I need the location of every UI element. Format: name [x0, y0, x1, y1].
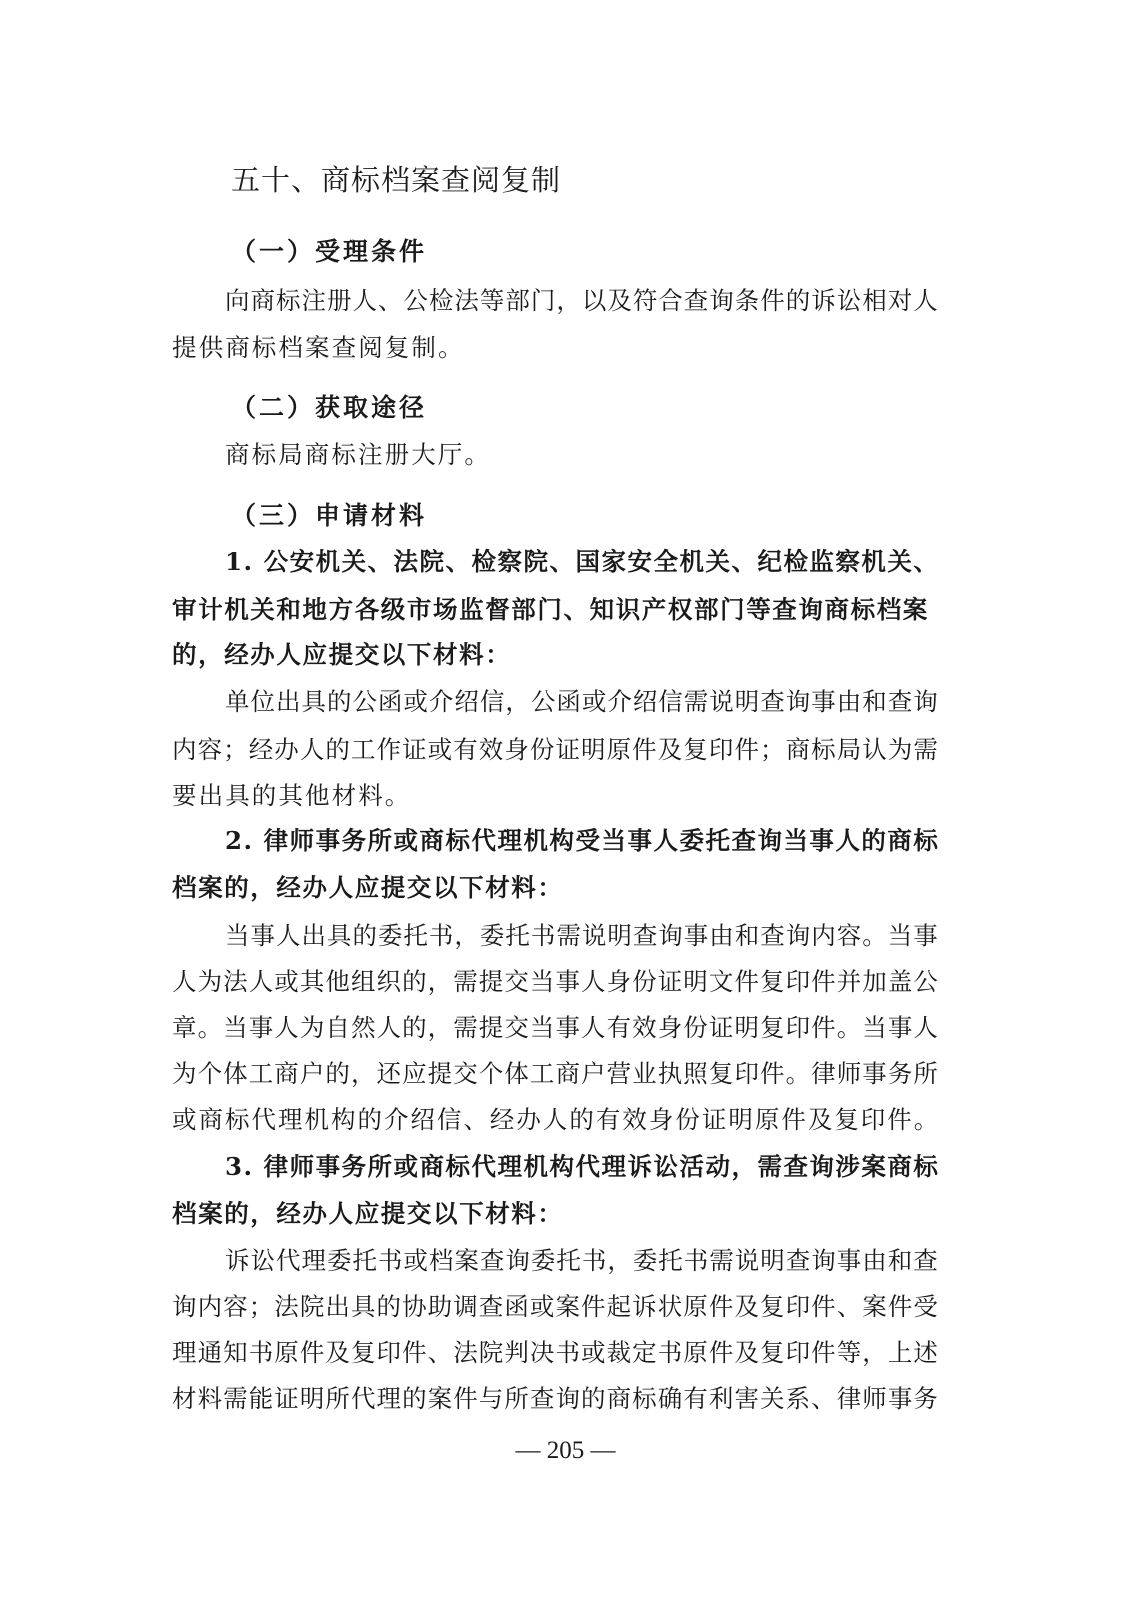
- paragraph-line: 向商标注册人、公检法等部门，以及符合查询条件的诉讼相对人: [225, 286, 939, 315]
- paragraph-line: 当事人出具的委托书，委托书需说明查询事由和查询内容。当事: [225, 921, 939, 950]
- item-heading-line: 的，经办人应提交以下材料：: [172, 640, 512, 669]
- paragraph-line: 材料需能证明所代理的案件与所查询的商标确有利害关系、律师事务: [172, 1384, 939, 1413]
- paragraph-line: 诉讼代理委托书或档案查询委托书，委托书需说明查询事由和查: [225, 1246, 939, 1275]
- page-number: — 205 —: [515, 1437, 616, 1464]
- item-heading-line: 审计机关和地方各级市场监督部门、知识产权部门等查询商标档案: [172, 595, 929, 624]
- section-heading-materials: （三）申请材料: [231, 501, 428, 530]
- item-heading-line: 3. 律师事务所或商标代理机构代理诉讼活动，需查询涉案商标: [225, 1152, 940, 1181]
- section-heading-access: （二）获取途径: [231, 393, 428, 422]
- page-title: 五十、商标档案查阅复制: [231, 163, 562, 197]
- item-heading-line: 档案的，经办人应提交以下材料：: [172, 1199, 564, 1228]
- paragraph-line: 或商标代理机构的介绍信、经办人的有效身份证明原件及复印件。: [172, 1105, 941, 1134]
- paragraph-line: 章。当事人为自然人的，需提交当事人有效身份证明复印件。当事人: [172, 1013, 939, 1042]
- item-heading-line: 2. 律师事务所或商标代理机构受当事人委托查询当事人的商标: [225, 826, 940, 855]
- paragraph-line: 询内容；法院出具的协助调查函或案件起诉状原件及复印件、案件受: [172, 1292, 939, 1321]
- section-heading-conditions: （一）受理条件: [231, 237, 428, 266]
- paragraph-line: 理通知书原件及复印件、法院判决书或裁定书原件及复印件等，上述: [172, 1338, 939, 1367]
- paragraph-line: 人为法人或其他组织的，需提交当事人身份证明文件复印件并加盖公: [172, 967, 939, 996]
- paragraph-line: 内容；经办人的工作证或有效身份证明原件及复印件；商标局认为需: [172, 735, 939, 764]
- item-heading-line: 档案的，经办人应提交以下材料：: [172, 873, 564, 902]
- paragraph-line: 要出具的其他材料。: [172, 781, 412, 810]
- paragraph-line: 为个体工商户的，还应提交个体工商户营业执照复印件。律师事务所: [172, 1059, 939, 1088]
- paragraph-line: 提供商标档案查阅复制。: [172, 333, 465, 362]
- paragraph-line: 单位出具的公函或介绍信，公函或介绍信需说明查询事由和查询: [225, 687, 939, 716]
- item-heading-line: 1. 公安机关、法院、检察院、国家安全机关、纪检监察机关、: [225, 547, 940, 576]
- paragraph-line: 商标局商标注册大厅。: [225, 440, 491, 469]
